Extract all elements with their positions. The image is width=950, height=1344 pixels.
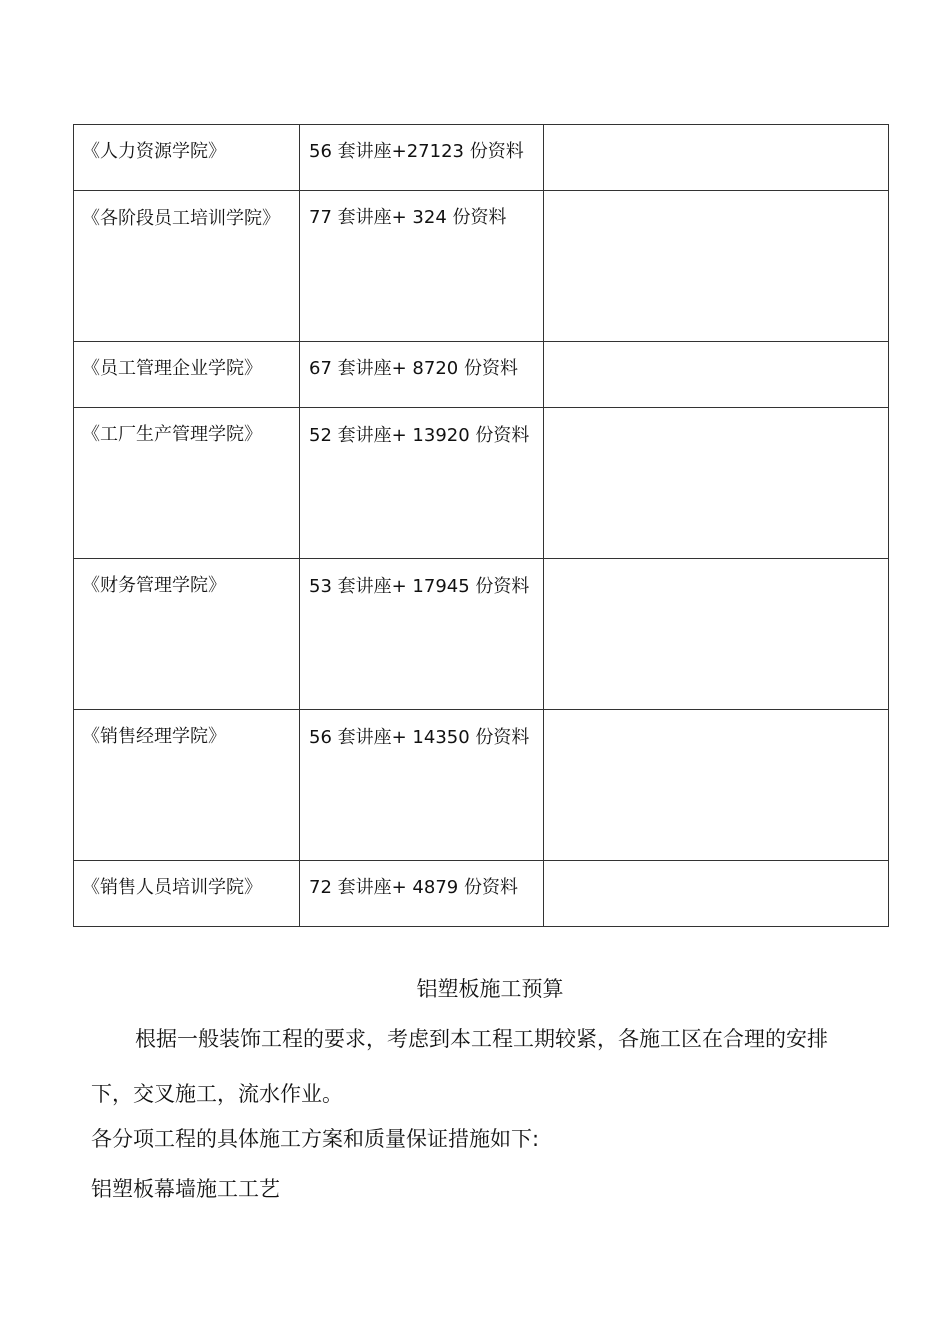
course-name: 《销售人员培训学院》 bbox=[82, 877, 262, 898]
table-cell-note bbox=[544, 191, 889, 342]
table-cell-name bbox=[74, 408, 300, 559]
resource-table bbox=[73, 124, 889, 927]
table-cell-note bbox=[544, 861, 889, 927]
table-cell-name bbox=[74, 710, 300, 861]
table-cell-content bbox=[300, 710, 544, 861]
course-content: 52 套讲座+ 13920 份资料 bbox=[309, 425, 530, 446]
course-content: 72 套讲座+ 4879 份资料 bbox=[309, 877, 518, 898]
table-cell-content bbox=[300, 559, 544, 710]
table-row bbox=[74, 191, 889, 342]
course-content: 56 套讲座+ 14350 份资料 bbox=[309, 727, 530, 748]
method-paragraph: 各分项工程的具体施工方案和质量保证措施如下: bbox=[91, 1127, 540, 1151]
table-cell-content bbox=[300, 861, 544, 927]
table-row bbox=[74, 408, 889, 559]
table-cell-name bbox=[74, 342, 300, 408]
table-cell-note bbox=[544, 408, 889, 559]
course-content: 67 套讲座+ 8720 份资料 bbox=[309, 358, 518, 379]
course-name: 《员工管理企业学院》 bbox=[82, 358, 262, 379]
table-cell-content bbox=[300, 408, 544, 559]
table-row bbox=[74, 861, 889, 927]
subheading: 铝塑板幕墙施工工艺 bbox=[91, 1177, 280, 1201]
table-row bbox=[74, 559, 889, 710]
table-row bbox=[74, 710, 889, 861]
table-cell-note bbox=[544, 342, 889, 408]
table-cell-name bbox=[74, 559, 300, 710]
course-name: 《各阶段员工培训学院》 bbox=[82, 208, 280, 229]
course-content: 56 套讲座+27123 份资料 bbox=[309, 141, 524, 162]
intro-paragraph: 根据一般装饰工程的要求，考虑到本工程工期较紧，各施工区在合理的安排下，交叉施工，流水作业。 bbox=[91, 1027, 828, 1106]
course-content: 53 套讲座+ 17945 份资料 bbox=[309, 576, 530, 597]
course-name: 《人力资源学院》 bbox=[82, 141, 226, 162]
course-name: 《工厂生产管理学院》 bbox=[82, 424, 262, 445]
course-content: 77 套讲座+ 324 份资料 bbox=[309, 207, 507, 228]
table-cell-content bbox=[300, 125, 544, 191]
table-cell-name bbox=[74, 861, 300, 927]
table-cell-name bbox=[74, 191, 300, 342]
table-cell-note bbox=[544, 125, 889, 191]
course-name: 《财务管理学院》 bbox=[82, 575, 226, 596]
table-cell-note bbox=[544, 710, 889, 861]
section-title: 铝塑板施工预算 bbox=[416, 977, 564, 1001]
table-cell-content bbox=[300, 191, 544, 342]
table-cell-note bbox=[544, 559, 889, 710]
course-name: 《销售经理学院》 bbox=[82, 726, 226, 747]
